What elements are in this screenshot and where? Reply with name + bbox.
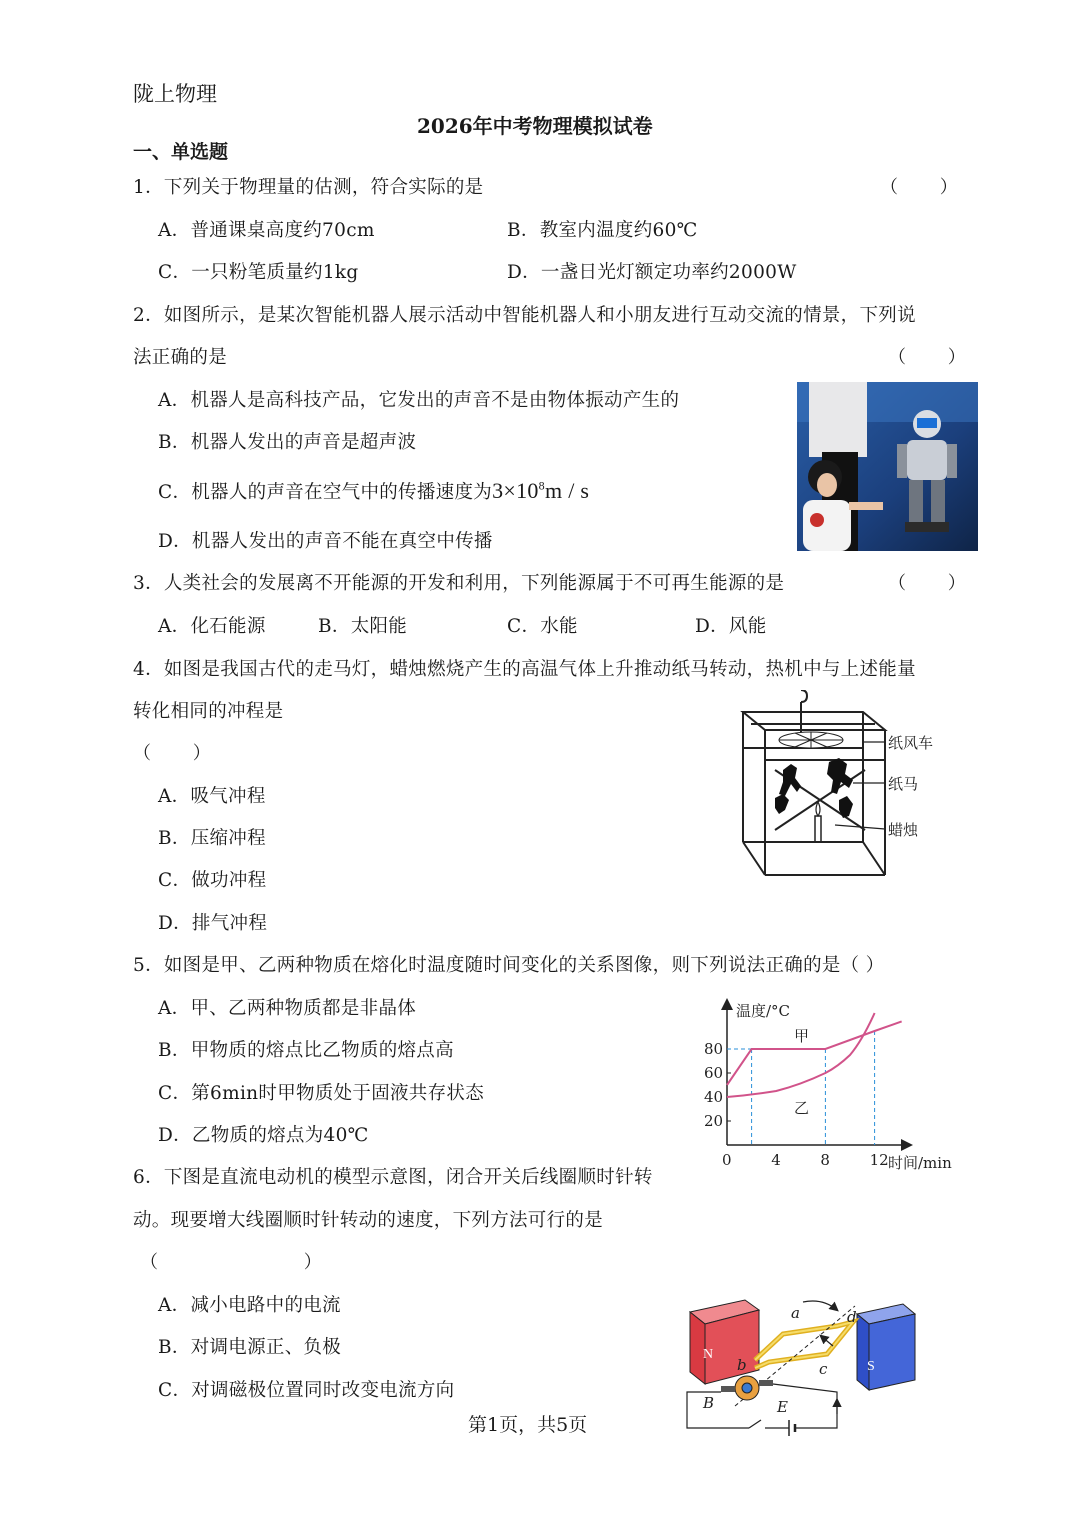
q3-option-b[interactable]: B．太阳能 — [318, 616, 408, 637]
coil-label-b: b — [737, 1356, 747, 1374]
q4-option-a[interactable]: A．吸气冲程 — [158, 786, 266, 807]
question-1-stem: 1．下列关于物理量的估测，符合实际的是 — [133, 177, 484, 198]
y-tick-label: 40 — [704, 1088, 724, 1106]
question-5-stem: 5．如图是甲、乙两种物质在熔化时温度随时间变化的关系图像，则下列说法正确的是（ ） — [133, 955, 885, 976]
question-6-stem-line2: 动。现要增大线圈顺时针转动的速度，下列方法可行的是 — [133, 1210, 604, 1231]
motor-figure — [685, 1288, 925, 1448]
q1-option-a[interactable]: A．普通课桌高度约70cm — [158, 220, 375, 241]
lantern-figure — [735, 690, 950, 885]
x-tick-label: 4 — [771, 1151, 781, 1169]
q1-option-b[interactable]: B．教室内温度约60℃ — [507, 220, 698, 241]
brush-label-e: E — [777, 1398, 788, 1416]
question-2-stem-line1: 2．如图所示，是某次智能机器人展示活动中智能机器人和小朋友进行互动交流的情景，下列说 — [133, 305, 916, 326]
label-candle: 蜡烛 — [888, 821, 919, 839]
y-axis-label: 温度/°C — [736, 1002, 791, 1020]
series-jia-line — [727, 1021, 902, 1085]
q6-option-c[interactable]: C．对调磁极位置同时改变电流方向 — [158, 1380, 455, 1401]
q1-option-d[interactable]: D．一盏日光灯额定功率约2000W — [507, 262, 797, 283]
x-axis-label: 时间/min — [888, 1154, 952, 1172]
series-yi-line — [727, 1013, 875, 1097]
q3-option-c[interactable]: C．水能 — [507, 616, 578, 637]
question-6-paren: （ ） — [140, 1252, 392, 1273]
q3-option-a[interactable]: A．化石能源 — [158, 616, 266, 637]
melting-chart — [700, 995, 965, 1175]
label-paper-horse: 纸马 — [888, 775, 919, 793]
question-2-stem-line2: 法正确的是 — [133, 347, 228, 368]
coil-label-c: c — [819, 1360, 828, 1378]
question-3-stem: 3．人类社会的发展离不开能源的开发和利用，下列能源属于不可再生能源的是 — [133, 573, 785, 594]
magnet-n-label: N — [703, 1347, 714, 1362]
label-pinwheel: 纸风车 — [888, 734, 934, 752]
x-tick-label: 0 — [722, 1151, 732, 1169]
question-6-stem-line1: 6．下图是直流电动机的模型示意图，闭合开关后线圈顺时针转 — [133, 1167, 653, 1188]
coil-label-d: d — [847, 1308, 857, 1326]
question-4-stem-line1: 4．如图是我国古代的走马灯，蜡烛燃烧产生的高温气体上升推动纸马转动，热机中与上述能量 — [133, 659, 916, 680]
section-heading: 一、单选题 — [133, 141, 229, 163]
series-label-jia: 甲 — [794, 1027, 810, 1045]
q1-option-c[interactable]: C．一只粉笔质量约1kg — [158, 262, 359, 283]
series-label-yi: 乙 — [794, 1099, 810, 1117]
q6-option-b[interactable]: B．对调电源正、负极 — [158, 1337, 342, 1358]
q4-option-b[interactable]: B．压缩冲程 — [158, 828, 266, 849]
y-tick-label: 60 — [704, 1064, 724, 1082]
question-1-paren: （ ） — [880, 177, 976, 198]
y-tick-label: 80 — [704, 1040, 724, 1058]
q2-option-b[interactable]: B．机器人发出的声音是超声波 — [158, 432, 417, 453]
speed-formula — [492, 478, 589, 503]
q2-option-c-text: C．机器人的声音在空气中的传播速度为 — [158, 482, 493, 503]
coil-label-a: a — [791, 1304, 800, 1322]
formula-exponent: 8 — [538, 478, 545, 493]
q4-option-c[interactable]: C．做功冲程 — [158, 870, 267, 891]
magnet-s-label: S — [867, 1359, 875, 1374]
q5-option-b[interactable]: B．甲物质的熔点比乙物质的熔点高 — [158, 1040, 454, 1061]
y-tick-label: 20 — [704, 1112, 724, 1130]
q3-option-d[interactable]: D．风能 — [695, 616, 767, 637]
formula-unit: m / s — [544, 478, 590, 503]
page-footer: 第1页，共5页 — [468, 1414, 588, 1436]
q5-option-d[interactable]: D．乙物质的熔点为40℃ — [158, 1125, 369, 1146]
q2-option-c[interactable] — [158, 478, 589, 504]
brush-label-b: B — [703, 1394, 715, 1412]
question-3-paren: （ ） — [888, 573, 984, 594]
x-tick-label: 12 — [869, 1151, 889, 1169]
page-title: 2026年中考物理模拟试卷 — [417, 114, 653, 138]
question-4-paren: （ ） — [133, 743, 229, 764]
question-4-stem-line2: 转化相同的冲程是 — [133, 701, 284, 722]
x-tick-label: 8 — [820, 1151, 830, 1169]
school-header: 陇上物理 — [133, 82, 217, 106]
formula-base: 3×10 — [492, 478, 539, 503]
q5-option-a[interactable]: A．甲、乙两种物质都是非晶体 — [158, 998, 417, 1019]
q6-option-a[interactable]: A．减小电路中的电流 — [158, 1295, 341, 1316]
question-2-paren: （ ） — [888, 347, 984, 368]
q4-option-d[interactable]: D．排气冲程 — [158, 913, 268, 934]
q2-option-a[interactable]: A．机器人是高科技产品，它发出的声音不是由物体振动产生的 — [158, 390, 680, 411]
q5-option-c[interactable]: C．第6min时甲物质处于固液共存状态 — [158, 1083, 485, 1104]
robot-photo — [797, 382, 978, 551]
q2-option-d[interactable]: D．机器人发出的声音不能在真空中传播 — [158, 531, 493, 552]
